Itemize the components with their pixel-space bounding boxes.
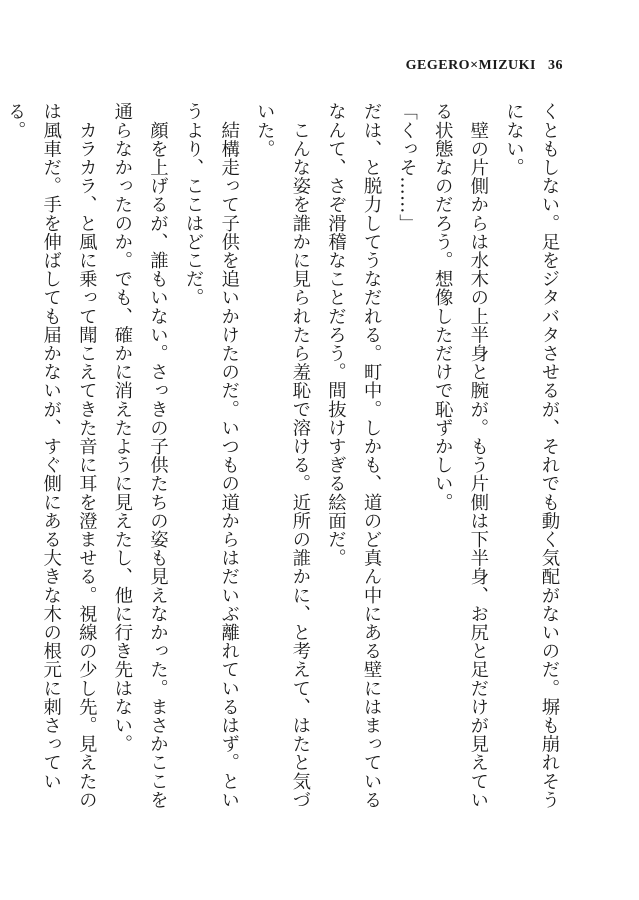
paragraph: 壁の片側からは水木の上半身と腕が。もう片側は下半身、お尻と足だけが見えている状態なのだろう。想像しただけで恥ずかしい。 (432, 102, 489, 809)
running-header (406, 58, 563, 74)
paragraph: くともしない。足をジタバタさせるが、それでも動く気配がないのだ。塀も崩れそうにない。 (503, 102, 560, 809)
paragraph: 顔を上げるが、誰もいない。さっきの子供たちの姿も見えなかった。まさかここを通らなかったのか。でも、確かに消えたように見えたし、他に行き先はない。 (111, 102, 169, 809)
paragraph: こんな姿を誰かに見られたら羞恥で溶ける。近所の誰かに、と考えて、はたと気づいた。 (254, 102, 311, 809)
dialogue-paragraph: 「くっそ……」 (396, 102, 418, 233)
running-title: GEGERO×MIZUKI (405, 58, 536, 73)
paragraph: カラカラ、と風に乗って聞こえてきた音に耳を澄ませる。視線の少し先。見えたのは風車だ。手を伸ばしても届かないが、すぐ側にある大きな木の根元に刺さっている。 (5, 102, 98, 809)
vertical-body-text (0, 102, 567, 822)
paragraph: 結構走って子供を追いかけたのだ。いつもの道からはだいぶ離れているはず。というより、ここはどこだ。 (183, 102, 240, 809)
page-number: 36 (548, 58, 563, 73)
paragraph: だは、と脱力してうなだれる。町中。しかも、道のど真ん中にある壁にはまっているなんて、さぞ滑稽なことだろう。間抜けすぎる絵面だ。 (325, 102, 383, 809)
